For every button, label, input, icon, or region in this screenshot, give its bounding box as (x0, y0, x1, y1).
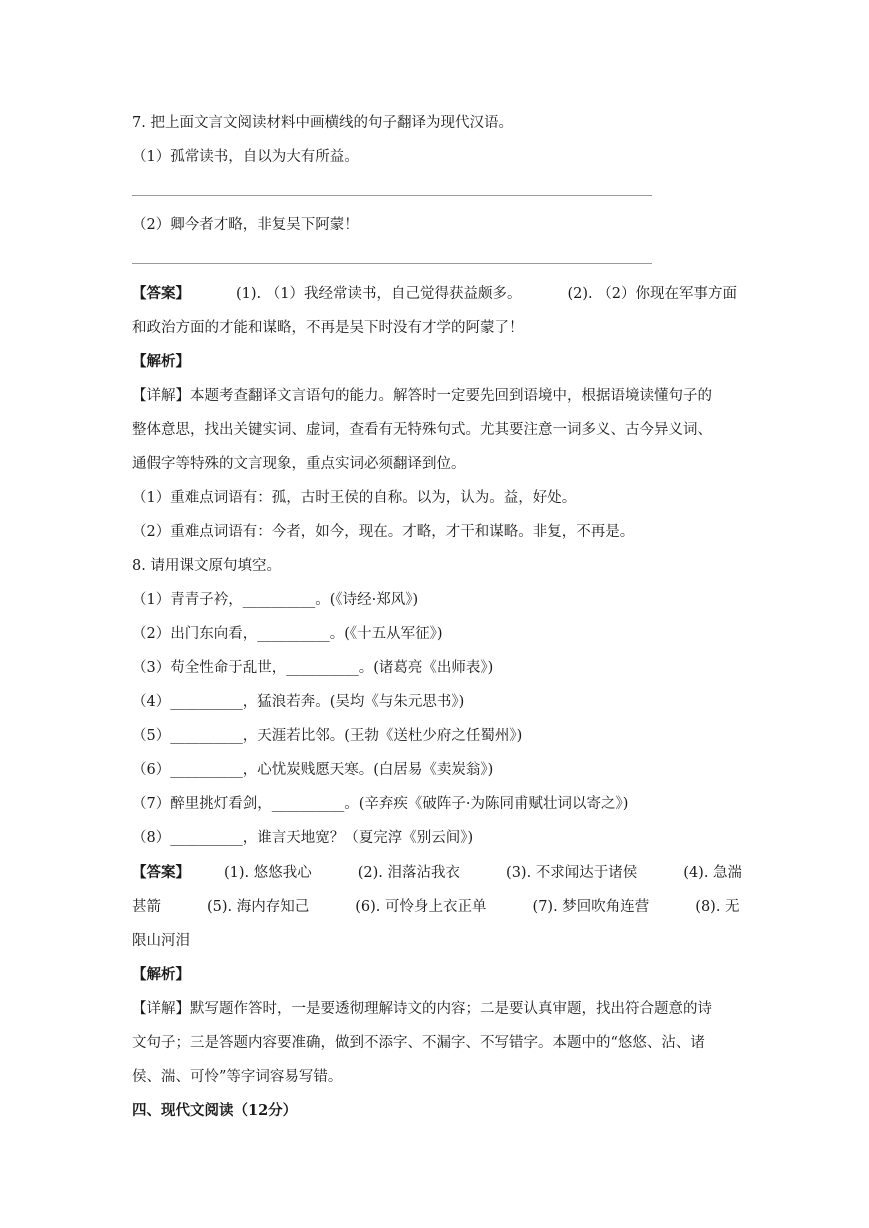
q8-item: （5）__________，天涯若比邻。(王勃《送杜少府之任蜀州》) (132, 728, 523, 744)
q8-answer: (5). 海内存知己 (207, 899, 310, 915)
q8-detail-2: 文句子；三是答题内容要准确，做到不添字、不漏字、不写错字。本题中的“悠悠、沾、诸 (132, 1035, 705, 1051)
q8-answer: (1). 悠悠我心 (224, 865, 312, 881)
answer-label: 【答案】 (132, 864, 190, 881)
q7-detail-1: 【详解】本题考查翻译文言语句的能力。解答时一定要先回到语境中，根据语境读懂句子的 (132, 388, 712, 404)
answer-line-2 (132, 263, 652, 264)
q8-detail-3: 侯、湍、可怜”等字词容易写错。 (132, 1069, 343, 1085)
q7-answer (132, 284, 768, 304)
q8-detail-1: 【详解】默写题作答时，一是要透彻理解诗文的内容；二是要认真审题，找出符合题意的诗 (132, 1001, 712, 1017)
q8-item: （6）__________，心忧炭贱愿天寒。(白居易《卖炭翁》) (132, 762, 494, 778)
q7-detail-2: 整体意思，找出关键实词、虚词，查看有无特殊句式。尤其要注意一词多义、古今异义词、 (132, 422, 712, 438)
q7-sentence-2: （2）卿今者才略，非复吴下阿蒙！ (132, 217, 359, 233)
q8-answer: (4). 急湍 (683, 865, 743, 881)
q8-answer: (8). 无 (695, 899, 740, 915)
q7-sentence-1: （1）孤常读书，自以为大有所益。 (132, 149, 359, 165)
q8-answer-row-1 (132, 863, 768, 883)
q7-answer-1: (1). （1）我经常读书，自己觉得获益颇多。 (236, 286, 522, 302)
q8-answer-row-3: 限山河泪 (132, 933, 190, 949)
q8-item: （8）__________，谁言天地宽？（夏完淳《别云间》) (132, 830, 474, 846)
answer-line-1 (132, 195, 652, 196)
q8-title: 8. 请用课文原句填空。 (132, 558, 281, 574)
q7-detail-3: 通假字等特殊的文言现象，重点实词必须翻译到位。 (132, 456, 466, 472)
q8-answer: (3). 不求闻达于诸侯 (506, 865, 638, 881)
q8-answer: (6). 可怜身上衣正单 (355, 899, 487, 915)
q8-analysis-label: 【解析】 (132, 966, 190, 983)
q7-answer-continued: 和政治方面的才能和谋略，不再是吴下时没有才学的阿蒙了！ (132, 320, 524, 336)
q8-item: （1）青青子衿，__________。(《诗经·郑风》) (132, 592, 419, 608)
section-heading: 四、现代文阅读（12分） (132, 1102, 298, 1119)
q8-answer-row-2 (132, 897, 768, 917)
q7-note-1: （1）重难点词语有：孤，古时王侯的自称。以为，认为。益，好处。 (132, 490, 577, 506)
q8-item: （3）苟全性命于乱世，__________。(诸葛亮《出师表》) (132, 660, 494, 676)
q7-note-2: （2）重难点词语有：今者，如今，现在。才略，才干和谋略。非复，不再是。 (132, 524, 635, 540)
q8-item: （2）出门东向看，__________。(《十五从军征》) (132, 626, 443, 642)
q7-title: 7. 把上面文言文阅读材料中画横线的句子翻译为现代汉语。 (132, 115, 513, 131)
q8-answer: 甚箭 (132, 899, 161, 915)
q7-analysis-label: 【解析】 (132, 353, 190, 370)
q8-answer: (2). 泪落沾我衣 (357, 865, 461, 881)
q7-answer-2: (2). （2）你现在军事方面 (567, 286, 737, 302)
q8-answer: (7). 梦回吹角连营 (532, 899, 650, 915)
q8-item: （7）醉里挑灯看剑，__________。(辛弃疾《破阵子·为陈同甫赋壮词以寄之》) (132, 796, 629, 812)
answer-label: 【答案】 (132, 285, 190, 302)
q8-item: （4）__________，猛浪若奔。(吴均《与朱元思书》) (132, 694, 465, 710)
